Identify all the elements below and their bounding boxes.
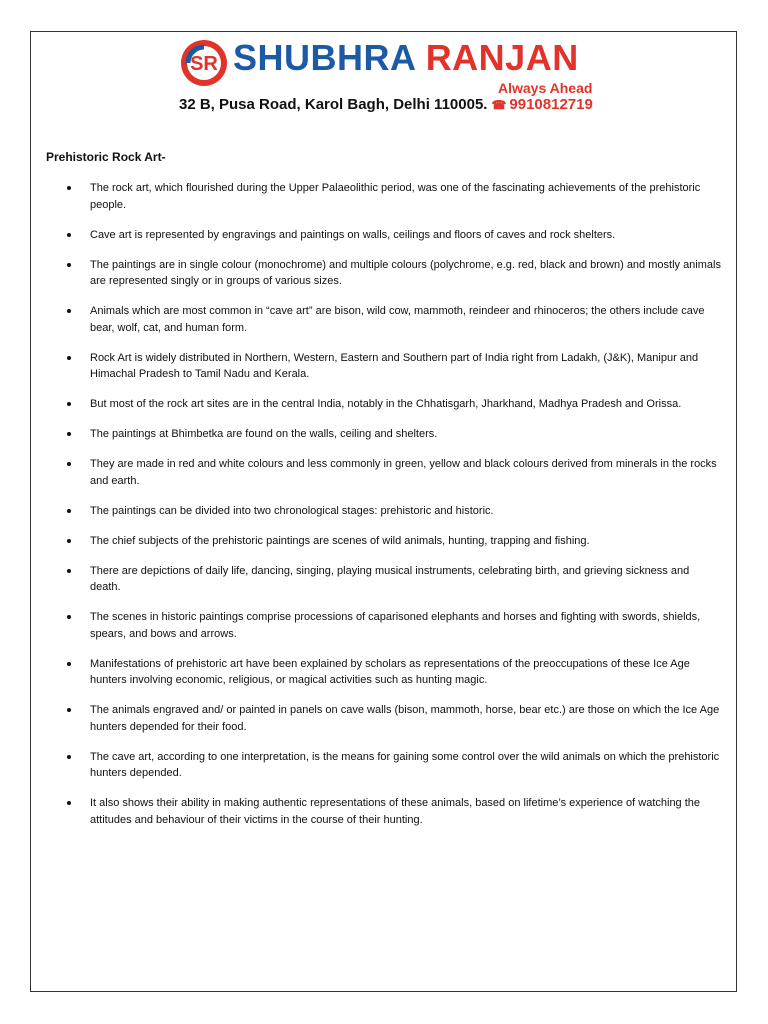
bullet-dot xyxy=(67,615,71,619)
brand-second-word: RANJAN xyxy=(425,37,579,78)
list-item-text: The paintings are in single colour (monochrome) and multiple colours (polychrome, e.g. red, black and brown) and mostly animals are represented singly or in groups of various sizes. xyxy=(90,258,721,287)
list-item-text: They are made in red and white colours and less commonly in green, yellow and black colours derived from minerals in the rocks and earth. xyxy=(90,458,717,487)
bullet-dot xyxy=(67,509,71,513)
list-item xyxy=(61,656,721,689)
bullet-dot xyxy=(67,539,71,543)
bullet-dot xyxy=(67,801,71,805)
list-item-text: There are depictions of daily life, dancing, singing, playing musical instruments, celebrating birth, and grieving sickness and death. xyxy=(90,564,690,593)
phone-number: 9910812719 xyxy=(509,96,593,113)
list-item xyxy=(61,350,721,383)
bullet-dot xyxy=(67,356,71,360)
bullet-dot xyxy=(67,569,71,573)
list-item xyxy=(61,303,721,336)
list-item xyxy=(61,257,721,290)
brand-first-word: SHUBHRA xyxy=(233,37,416,78)
list-item xyxy=(61,456,721,489)
bullet-dot xyxy=(67,263,71,267)
list-item-text: Rock Art is widely distributed in Northern, Western, Eastern and Southern part of India right from Ladakh, (J&K), Manipur and Himachal Pradesh to Tamil Nadu and Kerala. xyxy=(90,351,699,380)
list-item-text: The scenes in historic paintings comprise processions of caparisoned elephants and horses and fighting with swords, shields, spears, and bows and arrows. xyxy=(90,611,701,640)
bullet-dot xyxy=(67,309,71,313)
list-item xyxy=(61,503,721,520)
list-item-text: The rock art, which flourished during the Upper Palaeolithic period, was one of the fascinating achievements of the prehistoric people. xyxy=(90,182,701,211)
list-item xyxy=(61,533,721,550)
bullet-list xyxy=(61,180,721,842)
bullet-dot xyxy=(67,755,71,759)
list-item-text: It also shows their ability in making authentic representations of these animals, based on lifetime’s experience of watching the attitudes and behaviour of their victims in the course of their hunting. xyxy=(90,797,701,826)
list-item-text: The paintings can be divided into two chronological stages: prehistoric and historic. xyxy=(90,504,494,517)
list-item xyxy=(61,227,721,244)
bullet-dot xyxy=(67,708,71,712)
telephone-icon: ☎ xyxy=(491,98,507,112)
list-item xyxy=(61,396,721,413)
list-item-text: But most of the rock art sites are in the central India, notably in the Chhatisgarh, Jharkhand, Madhya Pradesh and Orissa. xyxy=(90,398,682,410)
list-item xyxy=(61,795,721,828)
bullet-dot xyxy=(67,233,71,237)
list-item xyxy=(61,702,721,735)
list-item xyxy=(61,563,721,596)
bullet-dot xyxy=(67,402,71,406)
bullet-dot xyxy=(67,432,71,436)
address: 32 B, Pusa Road, Karol Bagh, Delhi 110005. xyxy=(179,96,488,113)
brand-name xyxy=(233,36,579,80)
bullet-dot xyxy=(67,462,71,466)
list-item xyxy=(61,749,721,782)
list-item-text: Cave art is represented by engravings and paintings on walls, ceilings and floors of caves and rock shelters. xyxy=(90,228,616,241)
list-item-text: The animals engraved and/ or painted in panels on cave walls (bison, mammoth, horse, bear etc.) are those on which the Ice Age hunters depended for their food. xyxy=(90,704,720,733)
document-page xyxy=(30,31,737,992)
contact-line xyxy=(179,96,593,113)
list-item xyxy=(61,426,721,443)
list-item-text: The chief subjects of the prehistoric paintings are scenes of wild animals, hunting, trapping and fishing. xyxy=(90,534,590,547)
list-item xyxy=(61,609,721,642)
letterhead xyxy=(31,32,736,152)
bullet-dot xyxy=(67,186,71,190)
list-item xyxy=(61,180,721,213)
list-item-text: The cave art, according to one interpretation, is the means for gaining some control over the wild animals on which the prehistoric hunters depended. xyxy=(90,750,720,779)
list-item-text: The paintings at Bhimbetka are found on the walls, ceiling and shelters. xyxy=(90,428,438,440)
logo-initials: SR xyxy=(190,53,218,75)
bullet-dot xyxy=(67,662,71,666)
document-title: Prehistoric Rock Art- xyxy=(46,150,166,164)
list-item-text: Animals which are most common in “cave art” are bison, wild cow, mammoth, reindeer and rhinoceros; the others include cave bear, wolf, cat, and human form. xyxy=(90,305,705,334)
shubhra-ranjan-logo xyxy=(179,38,229,88)
list-item-text: Manifestations of prehistoric art have been explained by scholars as representations of the preoccupations of these Ice Age hunters involving economic, religious, or magical activities such as hunting magic. xyxy=(90,657,690,686)
tagline: Always Ahead xyxy=(498,80,593,96)
